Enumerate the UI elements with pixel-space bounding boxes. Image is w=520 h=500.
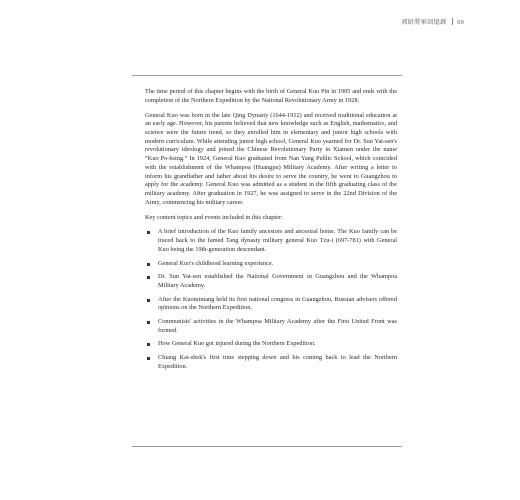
list-item <box>145 273 397 290</box>
header-separator <box>452 18 453 25</box>
page-number: 69 <box>457 19 464 26</box>
top-rule <box>132 75 402 76</box>
bullet-icon <box>147 276 150 279</box>
bullet-icon <box>147 263 150 266</box>
intro-paragraph: The time period of this chapter begins with the birth of General Kuo Pin in 1905 and ends with the completion of the Northern Expedition by the National Revolutionary Army in 1928. <box>145 88 397 104</box>
list-item-text: A brief introduction of the Kuo family ancestors and ancestral home. The Kuo family can be traced back to the famed Tang dynasty military general Kuo Tzu-i (697-781) with General Kuo being the 19th-generation descendant. <box>158 228 397 253</box>
list-item <box>145 354 397 371</box>
key-topics-list <box>145 228 397 371</box>
bullet-icon <box>147 231 150 234</box>
running-header <box>401 17 464 26</box>
list-item <box>145 228 397 254</box>
bullet-icon <box>147 299 150 302</box>
list-item-text: Chiang Kai-shek's first time stepping down and his coming back to lead the Northern Expedition. <box>158 354 397 370</box>
list-item-text: Dr. Sun Yat-sen established the National Government in Guangzhou and the Whampoa Military Academy. <box>158 273 397 289</box>
running-title: 郭紹將軍回憶錄 <box>401 19 447 26</box>
list-item <box>145 318 397 335</box>
list-item <box>145 260 397 269</box>
bullet-icon <box>147 321 150 324</box>
list-item-text: How General Kuo got injured during the Northern Expedition. <box>158 340 316 348</box>
chapter-summary <box>145 88 397 377</box>
key-topics-intro: Key content topics and events included in this chapter: <box>145 213 283 221</box>
list-item-text: Communists' activities in the Whampoa Military Academy after the First United Front was formed. <box>158 318 397 334</box>
bottom-rule <box>132 446 402 447</box>
list-item-text: After the Kuomintang held its first national congress in Guangzhou, Russian advisers offered opinions on the Northern Expedition. <box>158 295 397 312</box>
bullet-icon <box>147 343 150 346</box>
main-paragraph: General Kuo was born in the late Qing Dynasty (1644-1912) and received traditional education at an early age. However, his parents believed that new knowledge such as English, mathematics, and science were the future trend, so they enrolled him in elementary and junior high schools with modern curriculum. While attending junior high school, General Kuo yearned for Dr. Sun Yat-sen's revolutionary ideology and joined the Chinese Revolutionary Party in Xiamen under the name “Kuo Po-hsing.” In 1924, General Kuo graduated from Nan Yang Public School, which coincided with the establishment of the Whampoa (Huangpu) Military Academy. After writing a letter to inform his grandfather and father about his desire to serve the country, he went to Guangzhou to apply for the academy. General Kuo was admitted as a student in the fifth graduating class of the military academy. After graduation in 1927, he was assigned to serve in the 22nd Division of the Army, commencing his military career. <box>145 111 397 206</box>
bullet-icon <box>147 357 150 360</box>
list-item <box>145 340 397 349</box>
list-item <box>145 296 397 313</box>
list-item-text: General Kuo's childhood learning experience. <box>158 259 274 267</box>
